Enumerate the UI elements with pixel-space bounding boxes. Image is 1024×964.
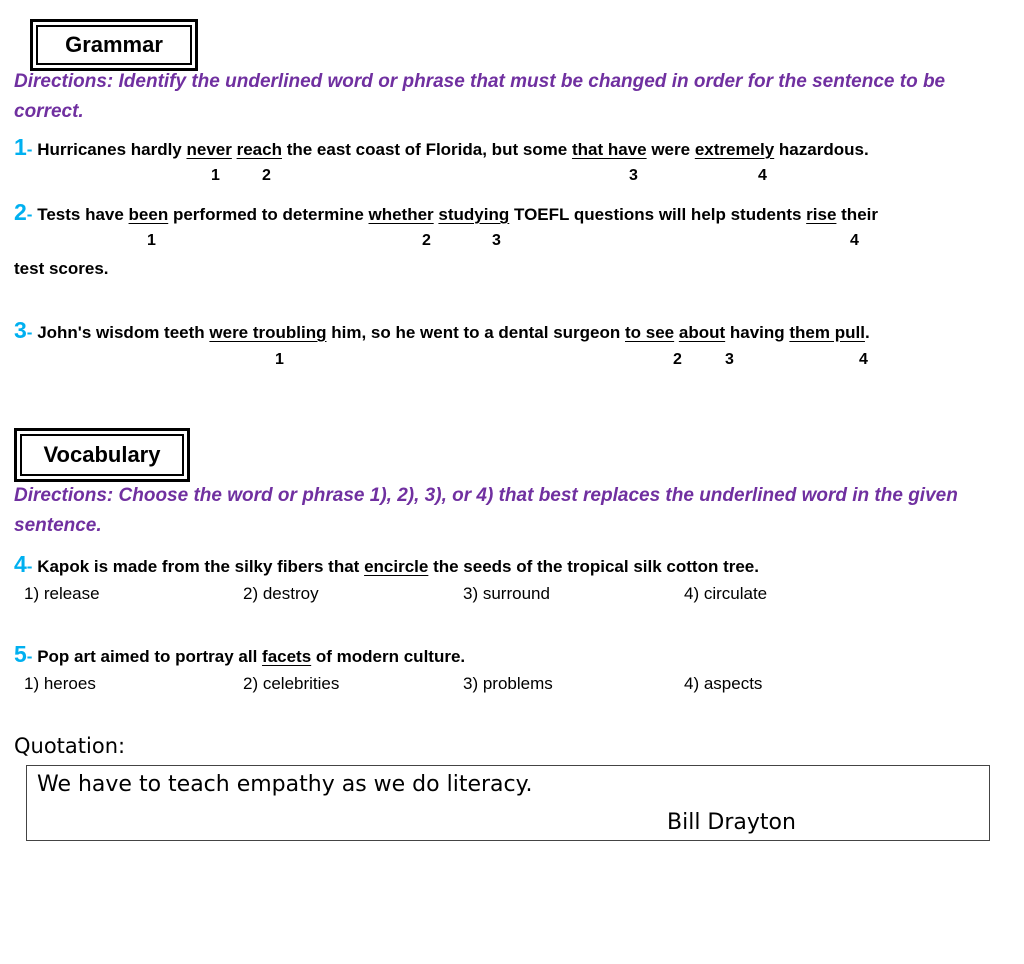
grammar-title-box — [30, 19, 198, 71]
answer-option-2[interactable]: 2) celebrities — [243, 674, 340, 693]
underlined-phrase-3: that have — [571, 140, 647, 159]
question-number: 5 — [14, 641, 27, 667]
question-5 — [14, 641, 465, 668]
answer-option-1[interactable]: 1) release — [24, 584, 100, 603]
answer-option-4[interactable]: 4) aspects — [684, 674, 763, 693]
underlined-phrase-1: never — [186, 140, 232, 159]
grammar-directions: Directions: Identify the underlined word or phrase that must be changed in order for the sentence to be correct. — [14, 71, 946, 122]
sentence-text: Tests have — [37, 205, 129, 224]
question-dash: - — [26, 647, 33, 666]
sentence-text: Kapok is made from the silky fibers that — [37, 557, 365, 576]
answer-option-3[interactable]: 3) problems — [463, 674, 553, 693]
question-1 — [14, 134, 869, 161]
question-2-continuation: test scores. — [14, 259, 109, 278]
question-2 — [14, 199, 878, 226]
quotation-box — [26, 765, 990, 841]
question-3 — [14, 317, 870, 344]
quotation-author: Bill Drayton — [667, 810, 796, 835]
option-marker-3: 3 — [629, 167, 638, 184]
quotation-text: We have to teach empathy as we do literacy. — [37, 772, 533, 797]
sentence-text: hazardous. — [774, 140, 869, 159]
question-dash: - — [26, 557, 33, 576]
sentence-text: the seeds of the tropical silk cotton tree. — [428, 557, 759, 576]
underlined-word: encircle — [364, 557, 429, 576]
underlined-phrase-3: about — [678, 323, 726, 342]
quotation-label: Quotation: — [14, 734, 126, 758]
option-marker-4: 4 — [859, 351, 868, 368]
sentence-text: were — [646, 140, 695, 159]
vocabulary-title-box — [14, 428, 190, 482]
underlined-phrase-4: extremely — [694, 140, 775, 159]
underlined-phrase-2: whether — [368, 205, 434, 224]
answer-option-4[interactable]: 4) circulate — [684, 584, 768, 603]
underlined-phrase-1: been — [128, 205, 169, 224]
answer-option-3[interactable]: 3) surround — [463, 584, 550, 603]
sentence-text: him, so he went to a dental surgeon — [326, 323, 625, 342]
sentence-text: Hurricanes hardly — [37, 140, 187, 159]
sentence-text: the east coast of Florida, but some — [281, 140, 572, 159]
answer-option-1[interactable]: 1) heroes — [24, 674, 96, 693]
vocabulary-title: Vocabulary — [20, 434, 184, 476]
sentence-text: of modern culture. — [311, 647, 466, 666]
question-number: 4 — [14, 551, 27, 577]
sentence-text: having — [725, 323, 790, 342]
answer-option-2[interactable]: 2) destroy — [243, 584, 319, 603]
question-dash: - — [26, 205, 33, 224]
underlined-phrase-4: them pull — [789, 323, 865, 342]
option-marker-4: 4 — [850, 232, 859, 249]
question-number: 3 — [14, 317, 27, 343]
sentence-text: Pop art aimed to portray all — [37, 647, 263, 666]
question-dash: - — [26, 323, 33, 342]
underlined-phrase-4: rise — [806, 205, 837, 224]
option-marker-2: 2 — [262, 167, 271, 184]
option-marker-2: 2 — [422, 232, 431, 249]
underlined-word: facets — [262, 647, 312, 666]
sentence-text: John's wisdom teeth — [37, 323, 210, 342]
option-marker-3: 3 — [725, 351, 734, 368]
option-marker-2: 2 — [673, 351, 682, 368]
option-marker-3: 3 — [492, 232, 501, 249]
question-number: 2 — [14, 199, 27, 225]
sentence-text: their — [836, 205, 878, 224]
sentence-text: TOEFL questions will help students — [509, 205, 807, 224]
underlined-phrase-2: reach — [236, 140, 282, 159]
question-dash: - — [26, 140, 33, 159]
underlined-phrase-2: to see — [625, 323, 675, 342]
option-marker-1: 1 — [147, 232, 156, 249]
question-4 — [14, 551, 759, 578]
underlined-phrase-1: were troubling — [209, 323, 327, 342]
underlined-phrase-3: studying — [438, 205, 510, 224]
sentence-text: . — [864, 323, 870, 342]
grammar-title: Grammar — [36, 25, 192, 65]
vocabulary-directions: Directions: Choose the word or phrase 1), 2), 3), or 4) that best replaces the underlined word in the given sentence. — [14, 485, 958, 536]
question-number: 1 — [14, 134, 27, 160]
option-marker-1: 1 — [211, 167, 220, 184]
option-marker-4: 4 — [758, 167, 767, 184]
sentence-text: performed to determine — [168, 205, 369, 224]
option-marker-1: 1 — [275, 351, 284, 368]
